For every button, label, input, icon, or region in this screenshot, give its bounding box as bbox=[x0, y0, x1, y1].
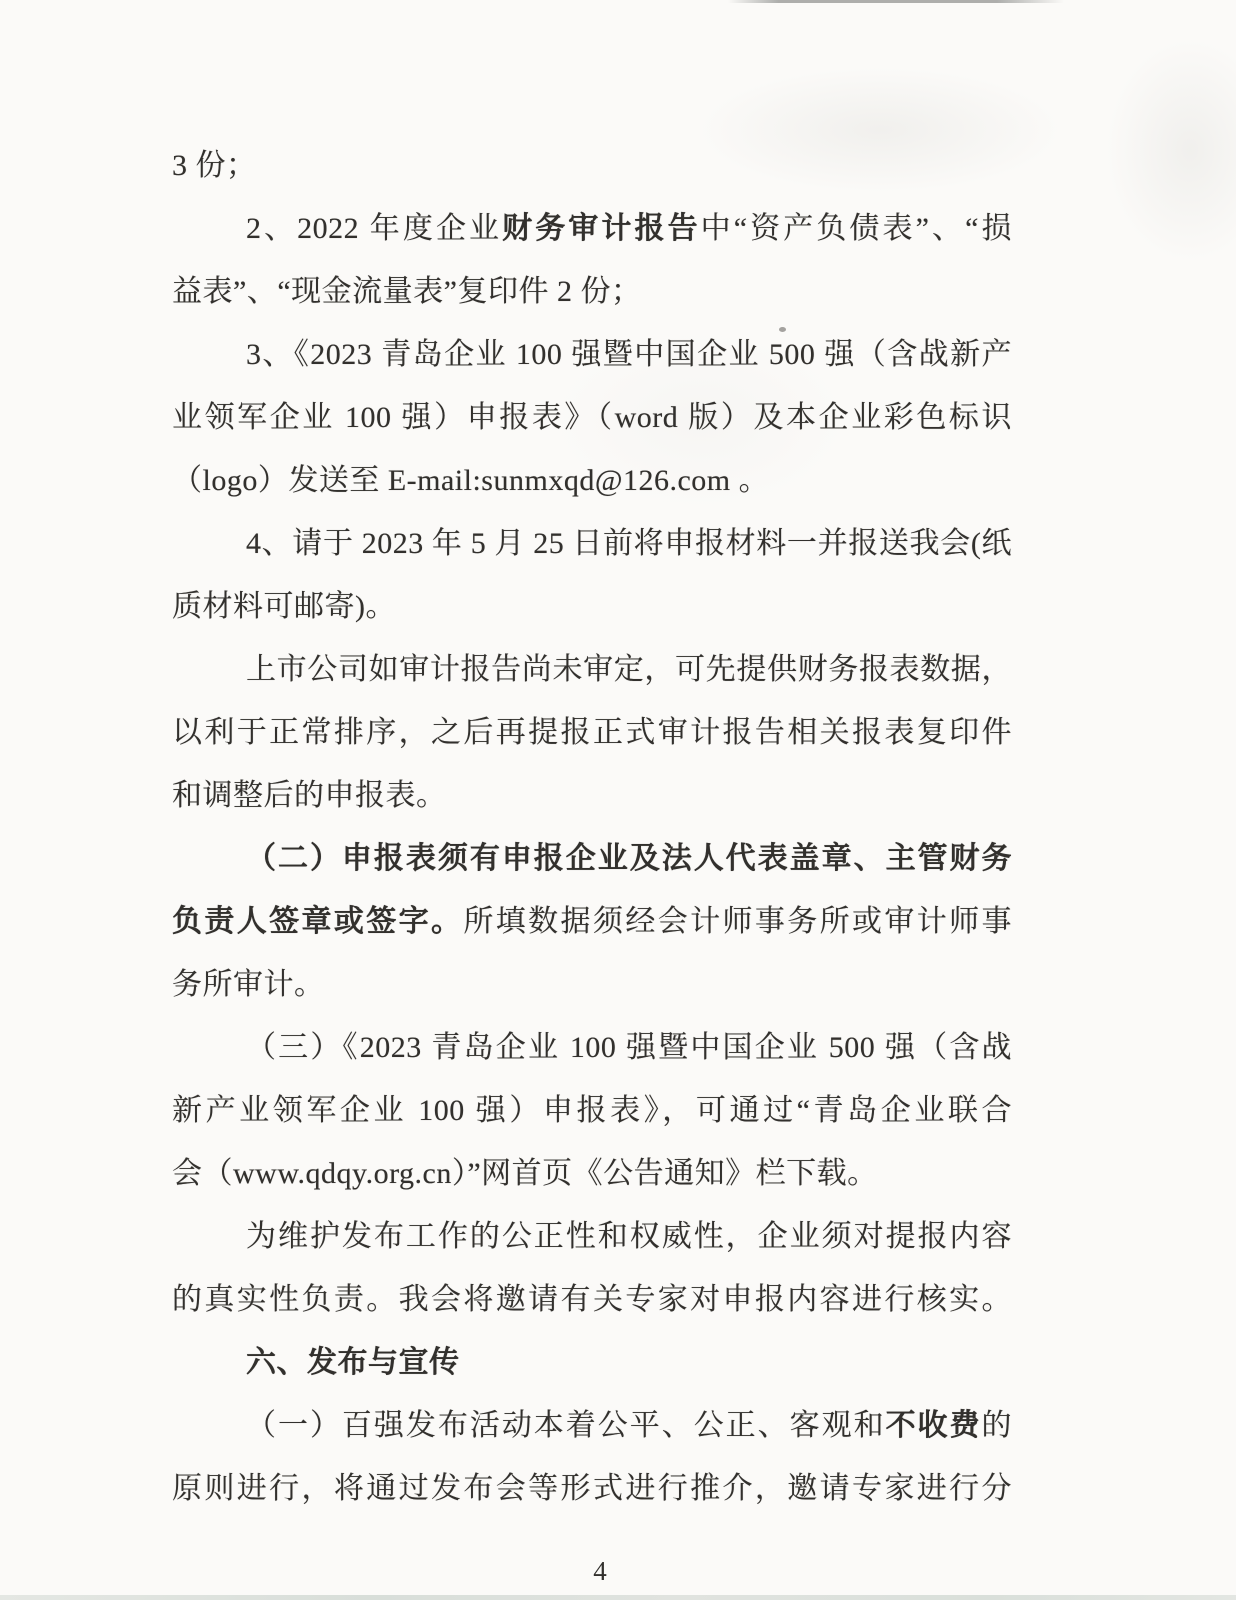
text-run: 中“资产负债表”、“损 bbox=[700, 212, 1013, 245]
text-run: 上市公司如审计报告尚未审定，可先提供财务报表数据， bbox=[246, 653, 1012, 686]
text-run: 负责人签章或签字。 bbox=[172, 905, 464, 938]
text-run: 和调整后的申报表。 bbox=[172, 779, 447, 812]
text-run: 所填数据须经会计师事务所或审计师事 bbox=[463, 905, 1013, 938]
text-line bbox=[172, 827, 1012, 890]
page-number: 4 bbox=[593, 1556, 607, 1586]
text-run: 业领军企业 100 强）申报表》（word 版）及本企业彩色标识 bbox=[172, 401, 1012, 434]
text-line bbox=[172, 1016, 1012, 1079]
text-line bbox=[172, 386, 1012, 449]
text-line bbox=[172, 575, 1012, 638]
text-line bbox=[172, 1205, 1012, 1268]
text-run: （一）百强发布活动本着公平、公正、客观和 bbox=[246, 1409, 886, 1442]
scan-edge-artifact-bottom bbox=[0, 1595, 1236, 1600]
text-run: 新产业领军企业 100 强）申报表》，可通过“青岛企业联合 bbox=[172, 1094, 1012, 1127]
text-run: 的真实性负责。我会将邀请有关专家对申报内容进行核实。 bbox=[172, 1283, 1012, 1316]
text-run: 2、2022 年度企业 bbox=[246, 212, 503, 245]
text-line bbox=[172, 953, 1012, 1016]
text-line bbox=[172, 260, 1012, 323]
text-line bbox=[172, 197, 1012, 260]
text-line bbox=[172, 134, 1012, 197]
text-run: （二）申报表须有申报企业及法人代表盖章、主管财务 bbox=[246, 842, 1012, 875]
scan-speck-artifact bbox=[779, 327, 786, 332]
text-line bbox=[172, 638, 1012, 701]
text-line bbox=[172, 449, 1012, 512]
text-run: 3、《2023 青岛企业 100 强暨中国企业 500 强（含战新产 bbox=[246, 338, 1012, 371]
text-run: 六、发布与宣传 bbox=[246, 1346, 460, 1379]
text-run: 原则进行，将通过发布会等形式进行推介，邀请专家进行分 bbox=[172, 1472, 1012, 1505]
text-line bbox=[172, 512, 1012, 575]
text-line bbox=[172, 1457, 1012, 1520]
text-line bbox=[172, 1268, 1012, 1331]
text-line bbox=[172, 1331, 1012, 1394]
text-run: 为维护发布工作的公正性和权威性，企业须对提报内容 bbox=[246, 1220, 1012, 1253]
text-line bbox=[172, 890, 1012, 953]
text-line bbox=[172, 1142, 1012, 1205]
text-line bbox=[172, 1394, 1012, 1457]
text-run: 务所审计。 bbox=[172, 968, 325, 1001]
scan-edge-artifact-top bbox=[728, 0, 1064, 3]
text-run: 会（www.qdqy.org.cn）”网首页《公告通知》栏下载。 bbox=[172, 1157, 878, 1190]
text-line bbox=[172, 701, 1012, 764]
text-line bbox=[172, 323, 1012, 386]
text-run: 4、请于 2023 年 5 月 25 日前将申报材料一并报送我会(纸 bbox=[246, 527, 1012, 560]
text-run: 不收费 bbox=[885, 1409, 982, 1442]
text-line bbox=[172, 764, 1012, 827]
document-text bbox=[172, 134, 1012, 1520]
text-run: 财务审计报告 bbox=[502, 212, 701, 245]
text-line bbox=[172, 1079, 1012, 1142]
text-run: 益表”、“现金流量表”复印件 2 份； bbox=[172, 275, 642, 308]
text-run: 的 bbox=[981, 1409, 1013, 1442]
text-run: （三）《2023 青岛企业 100 强暨中国企业 500 强（含战 bbox=[246, 1031, 1012, 1064]
text-run: 以利于正常排序，之后再提报正式审计报告相关报表复印件 bbox=[172, 716, 1012, 749]
text-run: 3 份； bbox=[172, 149, 257, 182]
text-run: （logo）发送至 E-mail:sunmxqd@126.com 。 bbox=[172, 464, 770, 497]
text-run: 质材料可邮寄)。 bbox=[172, 590, 396, 623]
